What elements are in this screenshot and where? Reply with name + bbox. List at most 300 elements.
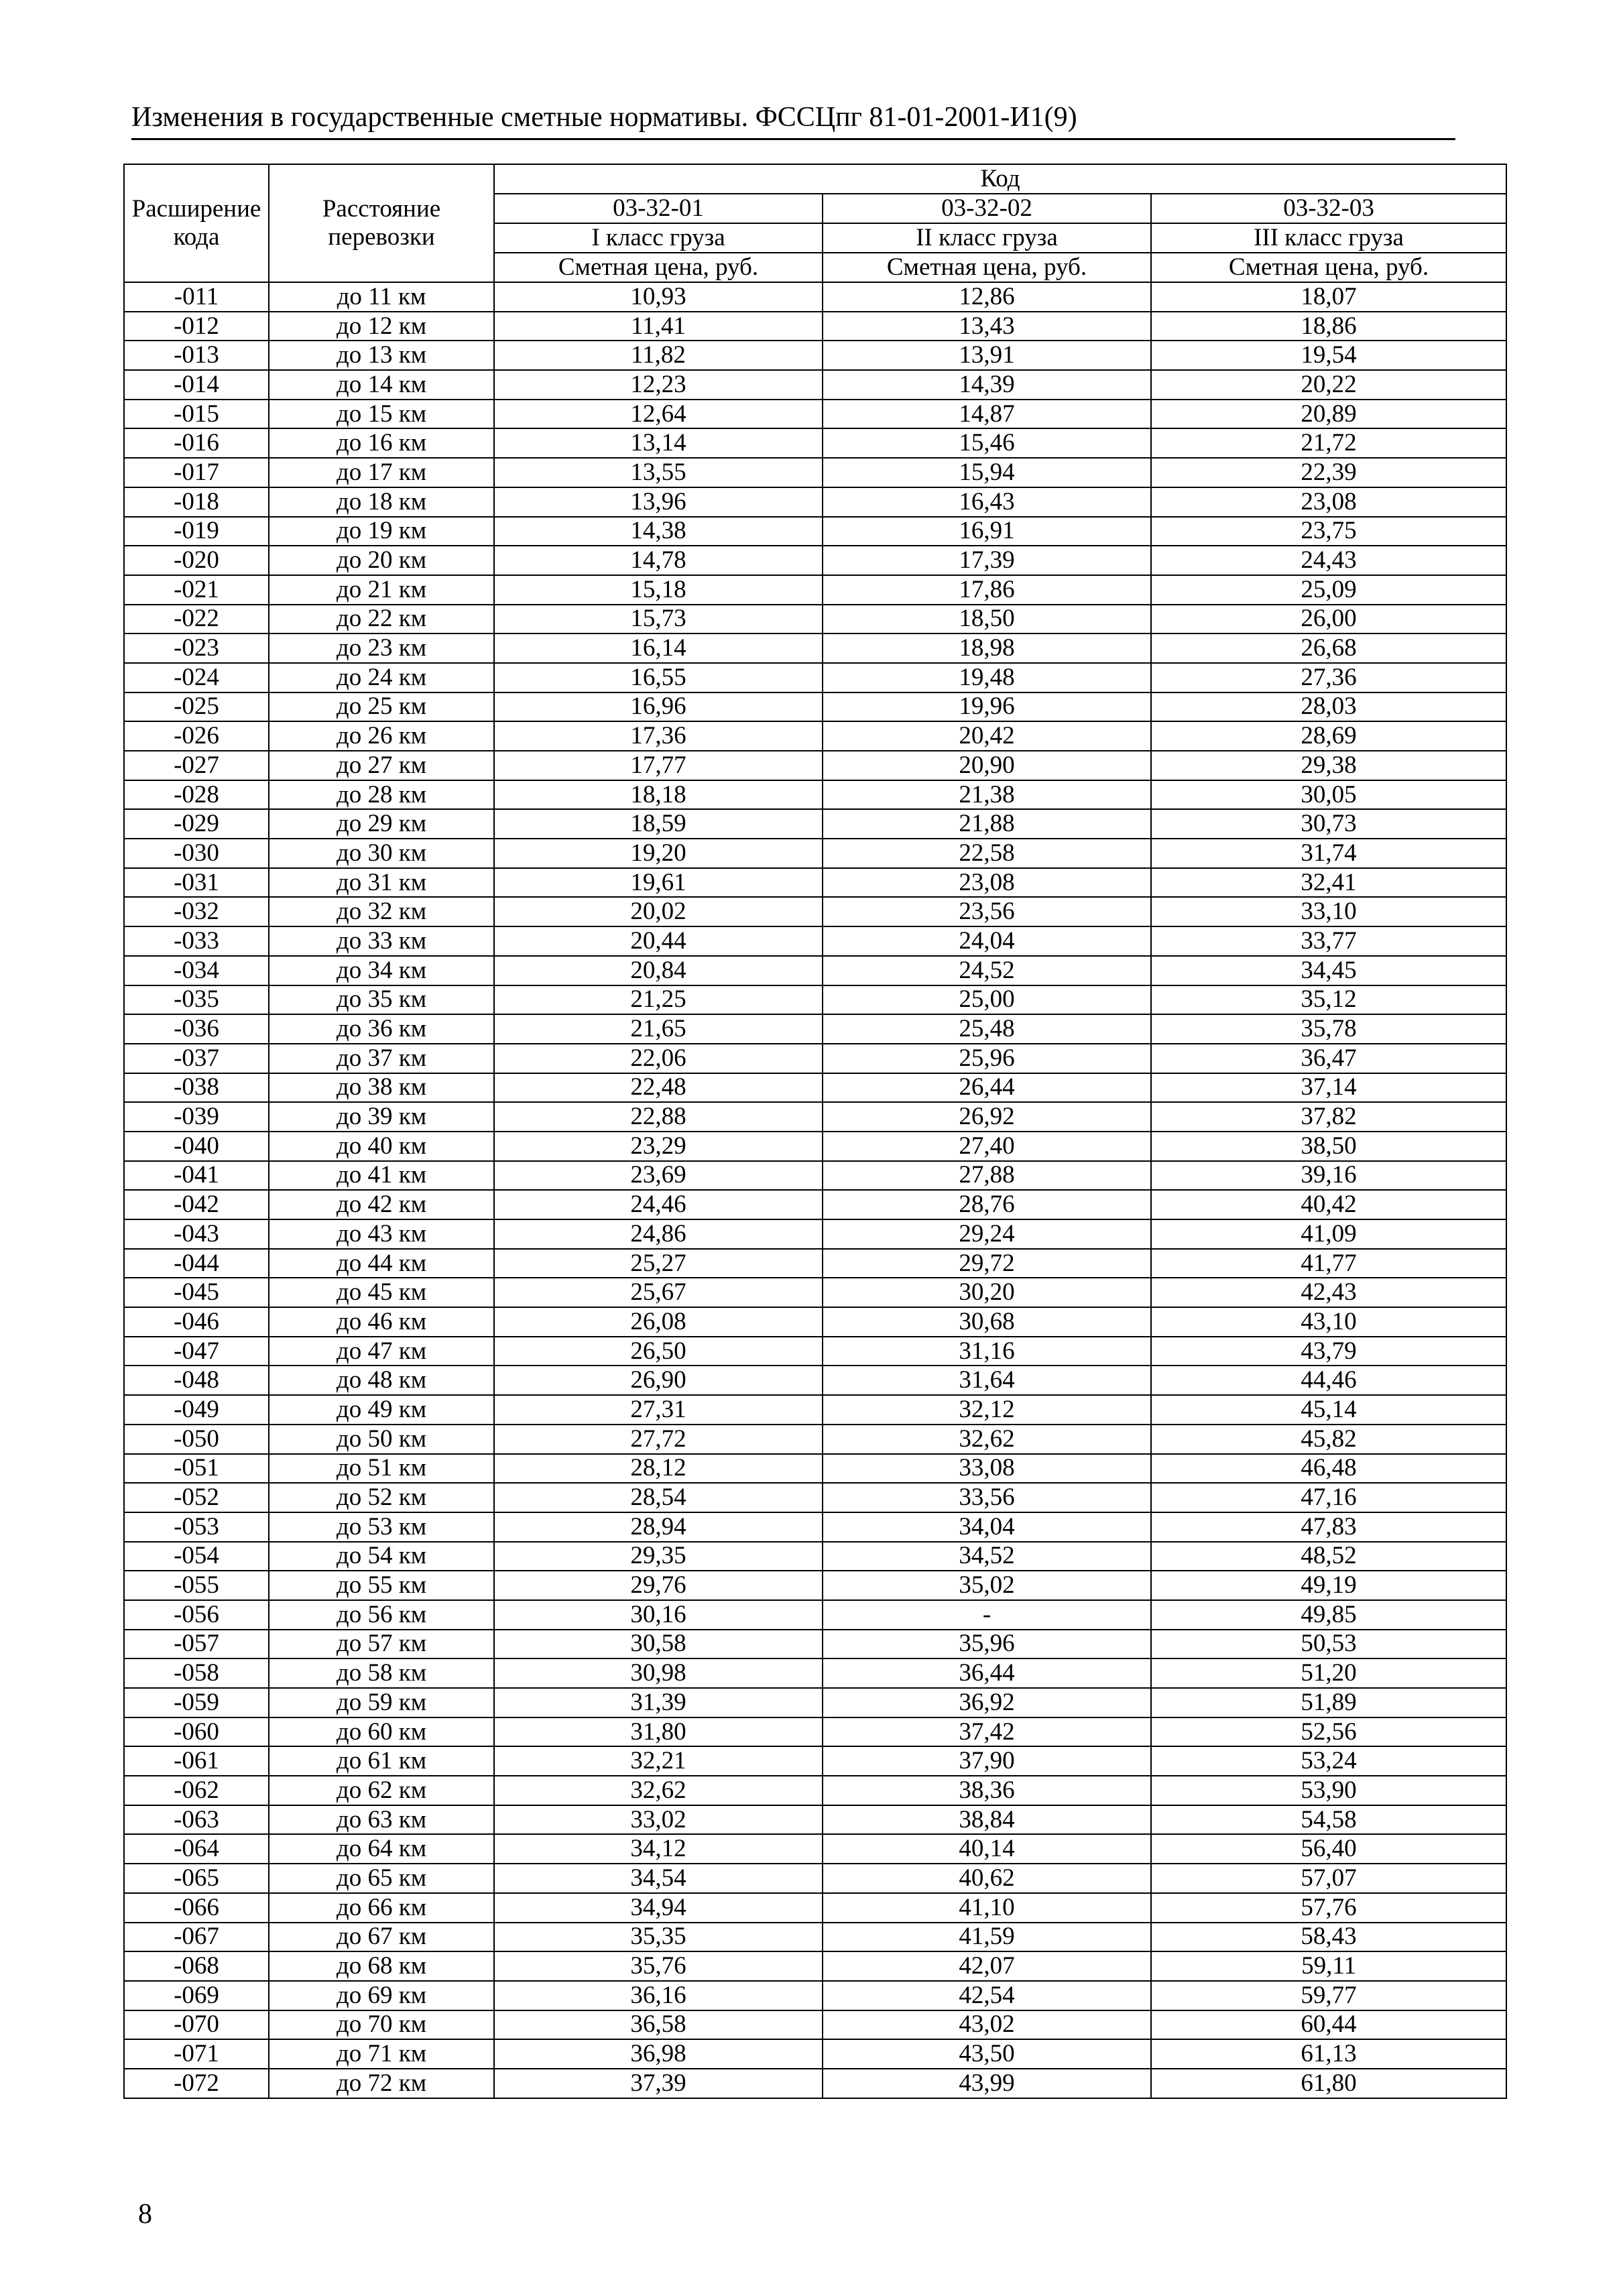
price-cell-class-1: 36,98: [494, 2039, 823, 2069]
distance-cell: до 35 км: [269, 985, 494, 1015]
distance-cell: до 42 км: [269, 1190, 494, 1219]
extension-cell: -030: [124, 839, 269, 868]
price-cell-class-1: 18,18: [494, 780, 823, 810]
price-cell-class-1: 36,16: [494, 1981, 823, 2010]
extension-cell: -050: [124, 1425, 269, 1454]
price-cell-class-1: 21,65: [494, 1014, 823, 1044]
price-table: [123, 164, 1507, 2099]
price-cell-class-2: 32,62: [823, 1425, 1151, 1454]
page-number: 8: [138, 2199, 152, 2230]
code-header-2: 03-32-02: [823, 194, 1151, 223]
table-row: [124, 1512, 1506, 1542]
price-cell-class-2: 15,94: [823, 458, 1151, 487]
price-cell-class-2: 43,50: [823, 2039, 1151, 2069]
code-header-1: 03-32-01: [494, 194, 823, 223]
extension-cell: -058: [124, 1658, 269, 1688]
distance-cell: до 20 км: [269, 546, 494, 575]
price-cell-class-2: 14,87: [823, 400, 1151, 429]
distance-cell: до 45 км: [269, 1278, 494, 1307]
table-row: [124, 1981, 1506, 2010]
price-cell-class-2: 25,00: [823, 985, 1151, 1015]
price-cell-class-3: 23,75: [1151, 517, 1506, 546]
table-row: [124, 1132, 1506, 1161]
price-cell-class-1: 16,96: [494, 692, 823, 722]
table-row: [124, 897, 1506, 926]
distance-cell: до 39 км: [269, 1102, 494, 1132]
price-cell-class-2: 22,58: [823, 839, 1151, 868]
cargo-class-3: III класс груза: [1151, 223, 1506, 253]
price-cell-class-3: 39,16: [1151, 1161, 1506, 1191]
extension-cell: -011: [124, 282, 269, 312]
price-cell-class-2: 25,48: [823, 1014, 1151, 1044]
price-cell-class-3: 28,03: [1151, 692, 1506, 722]
price-cell-class-2: 19,96: [823, 692, 1151, 722]
table-row: [124, 1600, 1506, 1630]
extension-cell: -055: [124, 1571, 269, 1600]
extension-cell: -067: [124, 1923, 269, 1952]
price-cell-class-3: 60,44: [1151, 2010, 1506, 2040]
document-title: Изменения в государственные сметные нормативы. ФССЦпг 81-01-2001-И1(9): [131, 102, 1077, 133]
price-cell-class-2: 17,86: [823, 575, 1151, 605]
price-cell-class-2: 34,52: [823, 1542, 1151, 1571]
table-row: [124, 1102, 1506, 1132]
table-row: [124, 1161, 1506, 1191]
extension-cell: -072: [124, 2069, 269, 2098]
extension-cell: -025: [124, 692, 269, 722]
price-cell-class-3: 30,05: [1151, 780, 1506, 810]
price-cell-class-3: 36,47: [1151, 1044, 1506, 1073]
distance-cell: до 48 км: [269, 1366, 494, 1395]
price-cell-class-2: 21,88: [823, 809, 1151, 839]
price-cell-class-2: 19,48: [823, 663, 1151, 692]
table-row: [124, 1746, 1506, 1776]
price-cell-class-1: 22,06: [494, 1044, 823, 1073]
price-cell-class-2: 23,56: [823, 897, 1151, 926]
extension-cell: -027: [124, 751, 269, 780]
price-cell-class-1: 29,76: [494, 1571, 823, 1600]
price-cell-class-3: 18,07: [1151, 282, 1506, 312]
distance-cell: до 18 км: [269, 487, 494, 517]
price-cell-class-3: 32,41: [1151, 868, 1506, 898]
extension-cell: -060: [124, 1717, 269, 1747]
extension-cell: -044: [124, 1249, 269, 1278]
price-cell-class-2: 33,56: [823, 1483, 1151, 1512]
price-cell-class-2: 38,36: [823, 1776, 1151, 1805]
price-cell-class-1: 21,25: [494, 985, 823, 1015]
distance-cell: до 44 км: [269, 1249, 494, 1278]
price-cell-class-2: 32,12: [823, 1395, 1151, 1425]
code-header-3: 03-32-03: [1151, 194, 1506, 223]
price-cell-class-1: 13,14: [494, 428, 823, 458]
distance-cell: до 60 км: [269, 1717, 494, 1747]
price-cell-class-2: 23,08: [823, 868, 1151, 898]
price-cell-class-2: 30,20: [823, 1278, 1151, 1307]
distance-cell: до 19 км: [269, 517, 494, 546]
price-cell-class-3: 59,77: [1151, 1981, 1506, 2010]
distance-cell: до 64 км: [269, 1834, 494, 1864]
price-cell-class-1: 11,82: [494, 341, 823, 370]
price-cell-class-1: 36,58: [494, 2010, 823, 2040]
price-cell-class-3: 25,09: [1151, 575, 1506, 605]
distance-cell: до 57 км: [269, 1630, 494, 1659]
distance-cell: до 24 км: [269, 663, 494, 692]
extension-cell: -049: [124, 1395, 269, 1425]
price-cell-class-2: 24,52: [823, 956, 1151, 985]
extension-cell: -069: [124, 1981, 269, 2010]
price-cell-class-2: 27,88: [823, 1161, 1151, 1191]
price-cell-class-3: 21,72: [1151, 428, 1506, 458]
table-row: [124, 458, 1506, 487]
distance-cell: до 66 км: [269, 1893, 494, 1923]
price-cell-class-2: 27,40: [823, 1132, 1151, 1161]
price-cell-class-1: 28,54: [494, 1483, 823, 1512]
price-cell-class-1: 35,76: [494, 1951, 823, 1981]
price-cell-class-1: 33,02: [494, 1805, 823, 1835]
distance-cell: до 27 км: [269, 751, 494, 780]
price-cell-class-3: 20,22: [1151, 370, 1506, 400]
distance-cell: до 13 км: [269, 341, 494, 370]
extension-cell: -056: [124, 1600, 269, 1630]
distance-cell: до 29 км: [269, 809, 494, 839]
price-cell-class-3: 50,53: [1151, 1630, 1506, 1659]
price-cell-class-3: 54,58: [1151, 1805, 1506, 1835]
distance-cell: до 54 км: [269, 1542, 494, 1571]
table-row: [124, 517, 1506, 546]
price-cell-class-3: 52,56: [1151, 1717, 1506, 1747]
price-cell-class-3: 26,68: [1151, 633, 1506, 663]
extension-cell: -023: [124, 633, 269, 663]
price-cell-class-3: 29,38: [1151, 751, 1506, 780]
table-row: [124, 663, 1506, 692]
distance-cell: до 56 км: [269, 1600, 494, 1630]
price-cell-class-1: 35,35: [494, 1923, 823, 1952]
price-cell-class-3: 45,14: [1151, 1395, 1506, 1425]
price-cell-class-2: 17,39: [823, 546, 1151, 575]
table-row: [124, 1073, 1506, 1103]
price-cell-class-1: 31,39: [494, 1688, 823, 1717]
price-cell-class-2: 35,96: [823, 1630, 1151, 1659]
price-cell-class-3: 33,77: [1151, 926, 1506, 956]
price-cell-class-3: 48,52: [1151, 1542, 1506, 1571]
price-cell-class-1: 19,61: [494, 868, 823, 898]
price-cell-class-1: 16,55: [494, 663, 823, 692]
price-cell-class-2: 37,90: [823, 1746, 1151, 1776]
price-cell-class-1: 26,90: [494, 1366, 823, 1395]
table-row: [124, 1864, 1506, 1893]
price-cell-class-3: 20,89: [1151, 400, 1506, 429]
price-cell-class-3: 24,43: [1151, 546, 1506, 575]
extension-cell: -012: [124, 312, 269, 341]
extension-cell: -022: [124, 605, 269, 634]
price-cell-class-2: 40,62: [823, 1864, 1151, 1893]
table-row: [124, 809, 1506, 839]
distance-cell: до 25 км: [269, 692, 494, 722]
table-row: [124, 546, 1506, 575]
price-cell-class-1: 13,55: [494, 458, 823, 487]
price-cell-class-2: 13,43: [823, 312, 1151, 341]
price-cell-class-1: 22,88: [494, 1102, 823, 1132]
distance-cell: до 38 км: [269, 1073, 494, 1103]
extension-cell: -065: [124, 1864, 269, 1893]
cargo-class-2: II класс груза: [823, 223, 1151, 253]
extension-cell: -041: [124, 1161, 269, 1191]
price-cell-class-3: 56,40: [1151, 1834, 1506, 1864]
distance-cell: до 51 км: [269, 1454, 494, 1484]
price-cell-class-1: 13,96: [494, 487, 823, 517]
distance-cell: до 37 км: [269, 1044, 494, 1073]
extension-cell: -066: [124, 1893, 269, 1923]
distance-cell: до 43 км: [269, 1219, 494, 1249]
distance-cell: до 63 км: [269, 1805, 494, 1835]
distance-cell: до 68 км: [269, 1951, 494, 1981]
table-row: [124, 1425, 1506, 1454]
price-cell-class-3: 22,39: [1151, 458, 1506, 487]
price-cell-class-3: 58,43: [1151, 1923, 1506, 1952]
price-cell-class-3: 53,90: [1151, 1776, 1506, 1805]
price-cell-class-3: 49,85: [1151, 1600, 1506, 1630]
price-cell-class-3: 61,13: [1151, 2039, 1506, 2069]
extension-cell: -051: [124, 1454, 269, 1484]
extension-cell: -019: [124, 517, 269, 546]
distance-cell: до 12 км: [269, 312, 494, 341]
price-cell-class-3: 46,48: [1151, 1454, 1506, 1484]
price-cell-class-2: 18,98: [823, 633, 1151, 663]
price-cell-class-2: 31,64: [823, 1366, 1151, 1395]
distance-cell: до 62 км: [269, 1776, 494, 1805]
table-body: [124, 282, 1506, 2098]
price-cell-class-2: 21,38: [823, 780, 1151, 810]
distance-cell: до 33 км: [269, 926, 494, 956]
distance-cell: до 21 км: [269, 575, 494, 605]
extension-cell: -029: [124, 809, 269, 839]
extension-cell: -032: [124, 897, 269, 926]
distance-cell: до 59 км: [269, 1688, 494, 1717]
col-header-distance: Расстояние перевозки: [269, 164, 494, 282]
price-cell-class-1: 22,48: [494, 1073, 823, 1103]
table-row: [124, 1483, 1506, 1512]
table-row: [124, 400, 1506, 429]
extension-cell: -040: [124, 1132, 269, 1161]
price-cell-class-3: 37,82: [1151, 1102, 1506, 1132]
price-cell-class-3: 18,86: [1151, 312, 1506, 341]
price-cell-class-2: 13,91: [823, 341, 1151, 370]
distance-cell: до 65 км: [269, 1864, 494, 1893]
price-cell-class-1: 15,18: [494, 575, 823, 605]
price-cell-class-3: 35,78: [1151, 1014, 1506, 1044]
extension-cell: -020: [124, 546, 269, 575]
table-row: [124, 2039, 1506, 2069]
price-cell-class-3: 43,79: [1151, 1337, 1506, 1366]
table-row: [124, 868, 1506, 898]
price-cell-class-2: 33,08: [823, 1454, 1151, 1484]
cargo-class-1: I класс груза: [494, 223, 823, 253]
table-row: [124, 1805, 1506, 1835]
table-row: [124, 428, 1506, 458]
extension-cell: -064: [124, 1834, 269, 1864]
distance-cell: до 30 км: [269, 839, 494, 868]
price-cell-class-1: 20,02: [494, 897, 823, 926]
price-cell-class-2: 42,07: [823, 1951, 1151, 1981]
price-cell-class-2: 36,44: [823, 1658, 1151, 1688]
table-row: [124, 1249, 1506, 1278]
distance-cell: до 61 км: [269, 1746, 494, 1776]
distance-cell: до 11 км: [269, 282, 494, 312]
table-row: [124, 370, 1506, 400]
price-cell-class-2: 29,72: [823, 1249, 1151, 1278]
table-row: [124, 1395, 1506, 1425]
price-cell-class-2: 16,91: [823, 517, 1151, 546]
extension-cell: -057: [124, 1630, 269, 1659]
price-cell-class-2: 14,39: [823, 370, 1151, 400]
price-cell-class-1: 17,36: [494, 721, 823, 751]
price-cell-class-3: 41,77: [1151, 1249, 1506, 1278]
distance-cell: до 40 км: [269, 1132, 494, 1161]
price-cell-class-3: 49,19: [1151, 1571, 1506, 1600]
extension-cell: -031: [124, 868, 269, 898]
distance-cell: до 22 км: [269, 605, 494, 634]
extension-cell: -035: [124, 985, 269, 1015]
table-row: [124, 1044, 1506, 1073]
price-cell-class-3: 59,11: [1151, 1951, 1506, 1981]
price-cell-class-3: 28,69: [1151, 721, 1506, 751]
price-cell-class-3: 47,16: [1151, 1483, 1506, 1512]
extension-cell: -070: [124, 2010, 269, 2040]
price-cell-class-2: 42,54: [823, 1981, 1151, 2010]
price-cell-class-1: 20,44: [494, 926, 823, 956]
price-cell-class-1: 30,98: [494, 1658, 823, 1688]
extension-cell: -036: [124, 1014, 269, 1044]
price-cell-class-3: 57,76: [1151, 1893, 1506, 1923]
price-cell-class-3: 30,73: [1151, 809, 1506, 839]
price-cell-class-2: 31,16: [823, 1337, 1151, 1366]
table-row: [124, 1219, 1506, 1249]
distance-cell: до 36 км: [269, 1014, 494, 1044]
distance-cell: до 49 км: [269, 1395, 494, 1425]
price-cell-class-1: 14,38: [494, 517, 823, 546]
table-row: [124, 985, 1506, 1015]
extension-cell: -018: [124, 487, 269, 517]
extension-cell: -053: [124, 1512, 269, 1542]
table-row: [124, 692, 1506, 722]
extension-cell: -021: [124, 575, 269, 605]
extension-cell: -054: [124, 1542, 269, 1571]
price-cell-class-2: 37,42: [823, 1717, 1151, 1747]
price-cell-class-2: 41,10: [823, 1893, 1151, 1923]
table-row: [124, 721, 1506, 751]
extension-cell: -059: [124, 1688, 269, 1717]
price-cell-class-2: 41,59: [823, 1923, 1151, 1952]
table-row: [124, 575, 1506, 605]
table-row: [124, 751, 1506, 780]
price-cell-class-1: 25,67: [494, 1278, 823, 1307]
table-row: [124, 1190, 1506, 1219]
price-cell-class-1: 19,20: [494, 839, 823, 868]
extension-cell: -016: [124, 428, 269, 458]
price-cell-class-3: 33,10: [1151, 897, 1506, 926]
distance-cell: до 72 км: [269, 2069, 494, 2098]
table-row: [124, 1776, 1506, 1805]
distance-cell: до 47 км: [269, 1337, 494, 1366]
price-cell-class-3: 45,82: [1151, 1425, 1506, 1454]
price-cell-class-1: 12,23: [494, 370, 823, 400]
extension-cell: -013: [124, 341, 269, 370]
price-cell-class-3: 53,24: [1151, 1746, 1506, 1776]
price-cell-class-2: 38,84: [823, 1805, 1151, 1835]
price-cell-class-2: 28,76: [823, 1190, 1151, 1219]
price-cell-class-1: 27,31: [494, 1395, 823, 1425]
price-cell-class-1: 24,86: [494, 1219, 823, 1249]
distance-cell: до 71 км: [269, 2039, 494, 2069]
distance-cell: до 55 км: [269, 1571, 494, 1600]
distance-cell: до 23 км: [269, 633, 494, 663]
col-header-code-group: Код: [494, 164, 1506, 194]
price-cell-class-2: 26,92: [823, 1102, 1151, 1132]
price-cell-class-2: 29,24: [823, 1219, 1151, 1249]
price-cell-class-1: 31,80: [494, 1717, 823, 1747]
table-row: [124, 1923, 1506, 1952]
table-row: [124, 1571, 1506, 1600]
extension-cell: -033: [124, 926, 269, 956]
price-cell-class-2: 40,14: [823, 1834, 1151, 1864]
price-cell-class-1: 12,64: [494, 400, 823, 429]
price-cell-class-2: 43,02: [823, 2010, 1151, 2040]
price-cell-class-3: 19,54: [1151, 341, 1506, 370]
table-row: [124, 633, 1506, 663]
table-row: [124, 282, 1506, 312]
distance-cell: до 14 км: [269, 370, 494, 400]
price-cell-class-1: 17,77: [494, 751, 823, 780]
extension-cell: -017: [124, 458, 269, 487]
table-row: [124, 780, 1506, 810]
extension-cell: -034: [124, 956, 269, 985]
price-cell-class-1: 26,50: [494, 1337, 823, 1366]
table-row: [124, 956, 1506, 985]
table-row: [124, 2069, 1506, 2098]
table-row: [124, 1658, 1506, 1688]
table-header: [124, 164, 1506, 282]
price-cell-class-2: 26,44: [823, 1073, 1151, 1103]
page-header: [131, 101, 1455, 140]
table-row: [124, 1688, 1506, 1717]
table-row: [124, 605, 1506, 634]
price-cell-class-2: 12,86: [823, 282, 1151, 312]
price-cell-class-1: 27,72: [494, 1425, 823, 1454]
price-cell-class-1: 11,41: [494, 312, 823, 341]
price-cell-class-1: 23,29: [494, 1132, 823, 1161]
extension-cell: -038: [124, 1073, 269, 1103]
price-cell-class-2: 30,68: [823, 1307, 1151, 1337]
price-cell-class-1: 10,93: [494, 282, 823, 312]
price-cell-class-2: 16,43: [823, 487, 1151, 517]
extension-cell: -037: [124, 1044, 269, 1073]
table-row: [124, 1951, 1506, 1981]
extension-cell: -046: [124, 1307, 269, 1337]
extension-cell: -068: [124, 1951, 269, 1981]
col-header-extension: Расширение кода: [124, 164, 269, 282]
extension-cell: -047: [124, 1337, 269, 1366]
table-row: [124, 1278, 1506, 1307]
price-cell-class-1: 25,27: [494, 1249, 823, 1278]
price-cell-class-1: 34,12: [494, 1834, 823, 1864]
price-cell-class-3: 61,80: [1151, 2069, 1506, 2098]
extension-cell: -026: [124, 721, 269, 751]
distance-cell: до 53 км: [269, 1512, 494, 1542]
distance-cell: до 69 км: [269, 1981, 494, 2010]
table-row: [124, 487, 1506, 517]
price-cell-class-2: 24,04: [823, 926, 1151, 956]
price-cell-class-2: 18,50: [823, 605, 1151, 634]
price-cell-class-3: 42,43: [1151, 1278, 1506, 1307]
